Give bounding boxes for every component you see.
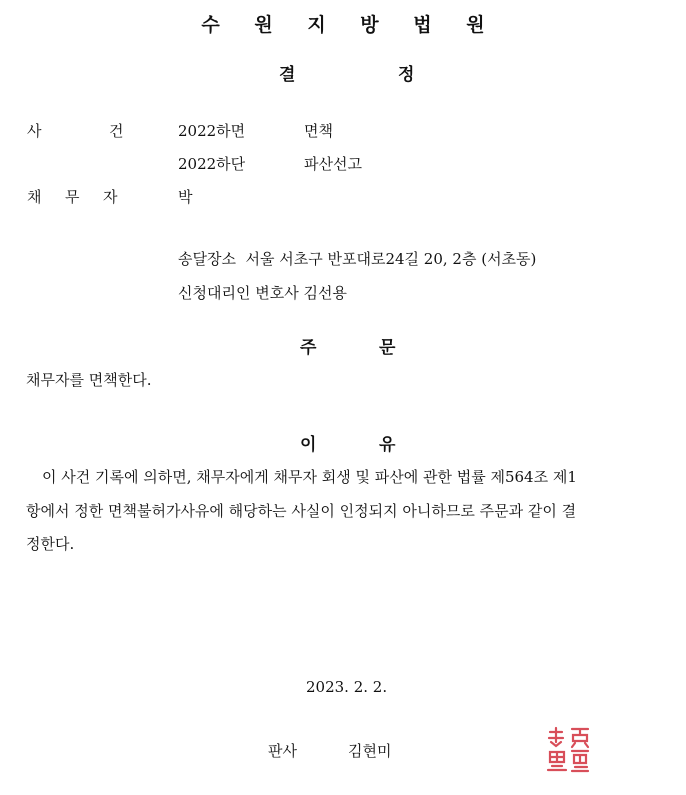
judge-name: 김현미 <box>348 742 392 760</box>
case-number-1: 2022하면 <box>178 122 246 140</box>
court-name: 수 원 지 방 법 원 <box>201 14 499 36</box>
debtor-label: 채 무 자 <box>27 188 118 206</box>
case-name-1: 면책 <box>304 122 333 140</box>
debtor-name: 박 <box>178 188 193 206</box>
applicant-agent: 신청대리인 변호사 김선용 <box>178 284 347 302</box>
reason-heading-left: 이 <box>300 435 317 455</box>
doc-type-right: 정 <box>398 65 415 85</box>
order-text: 채무자를 면책한다. <box>26 371 152 389</box>
reason-heading-right: 유 <box>379 435 396 455</box>
case-number-2: 2022하단 <box>178 155 246 173</box>
case-name-2: 파산선고 <box>304 155 362 173</box>
decision-date: 2023. 2. 2. <box>306 678 388 696</box>
order-heading-left: 주 <box>300 338 317 358</box>
court-seal-icon <box>544 724 596 776</box>
reason-line-3: 정한다. <box>26 535 75 553</box>
judge-title: 판사 <box>268 742 297 760</box>
doc-type-left: 결 <box>279 65 296 85</box>
order-heading-right: 문 <box>379 338 396 358</box>
case-label: 사 건 <box>27 122 124 140</box>
delivery-address: 송달장소 서울 서초구 반포대로24길 20, 2층 (서초동) <box>178 250 537 268</box>
reason-line-2: 항에서 정한 면책불허가사유에 해당하는 사실이 인정되지 아니하므로 주문과 같이 결 <box>26 502 577 520</box>
reason-line-1: 이 사건 기록에 의하면, 채무자에게 채무자 회생 및 파산에 관한 법률 제564조 제1 <box>42 468 577 486</box>
